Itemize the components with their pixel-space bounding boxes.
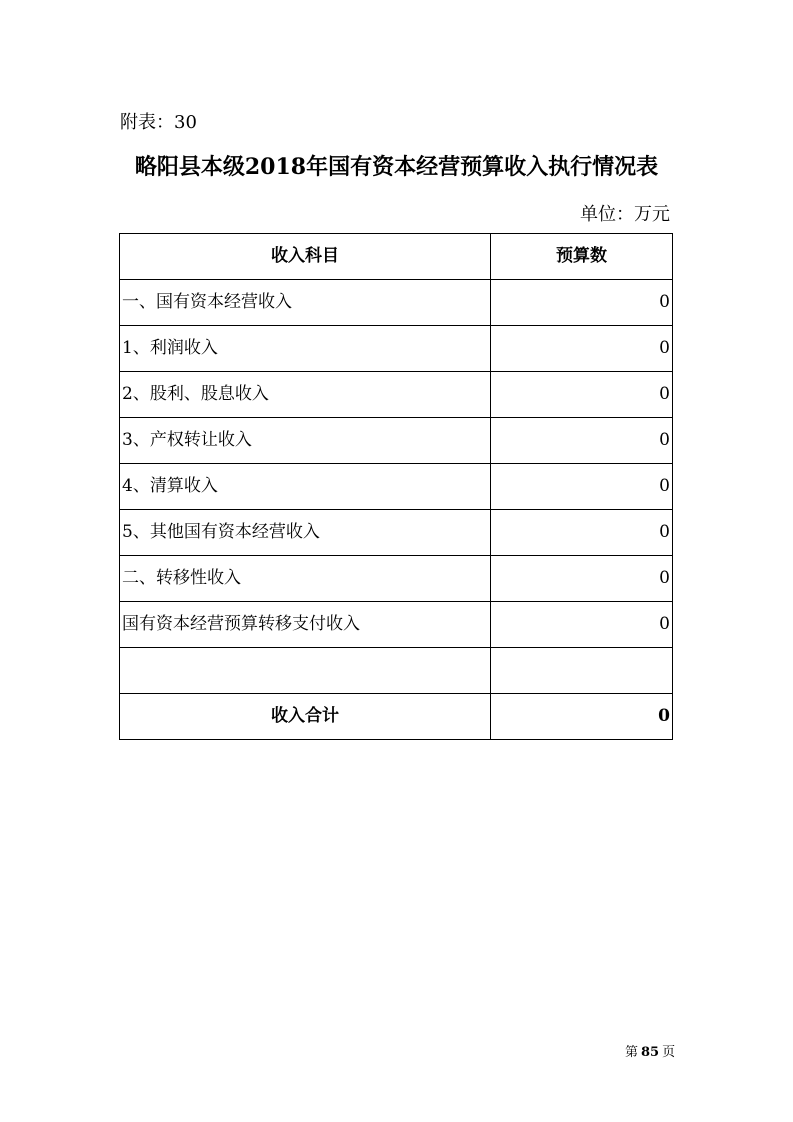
table-row <box>120 418 673 464</box>
row-item: 1、利润收入 <box>120 326 491 372</box>
footer-suffix: 页 <box>662 1045 676 1060</box>
row-value: 0 <box>491 510 673 556</box>
header-item: 收入科目 <box>120 234 491 280</box>
footer-prefix: 第 <box>625 1045 639 1060</box>
row-item: 4、清算收入 <box>120 464 491 510</box>
table-row <box>120 280 673 326</box>
row-item: 二、转移性收入 <box>120 556 491 602</box>
table-row <box>120 648 673 694</box>
total-value: 0 <box>491 694 673 740</box>
table-row <box>120 510 673 556</box>
row-value: 0 <box>491 556 673 602</box>
header-value: 预算数 <box>491 234 673 280</box>
appendix-label: 附表：30 <box>120 112 197 133</box>
budget-table <box>119 233 673 740</box>
row-item: 一、国有资本经营收入 <box>120 280 491 326</box>
table-header-row <box>120 234 673 280</box>
row-value: 0 <box>491 326 673 372</box>
row-value: 0 <box>491 602 673 648</box>
total-label: 收入合计 <box>120 694 491 740</box>
row-value: 0 <box>491 280 673 326</box>
table-row <box>120 464 673 510</box>
row-item: 国有资本经营预算转移支付收入 <box>120 602 491 648</box>
page-title: 略阳县本级2018年国有资本经营预算收入执行情况表 <box>134 154 659 180</box>
row-item: 3、产权转让收入 <box>120 418 491 464</box>
row-value: 0 <box>491 372 673 418</box>
page-footer <box>625 1041 675 1060</box>
table-row <box>120 372 673 418</box>
row-item: 5、其他国有资本经营收入 <box>120 510 491 556</box>
total-row <box>120 694 673 740</box>
row-value: 0 <box>491 464 673 510</box>
table-row <box>120 556 673 602</box>
row-value: 0 <box>491 418 673 464</box>
table-row <box>120 326 673 372</box>
unit-label: 单位：万元 <box>580 204 670 225</box>
row-item <box>120 648 491 694</box>
page-number: 85 <box>641 1045 660 1060</box>
row-item: 2、股利、股息收入 <box>120 372 491 418</box>
row-value <box>491 648 673 694</box>
table-row <box>120 602 673 648</box>
